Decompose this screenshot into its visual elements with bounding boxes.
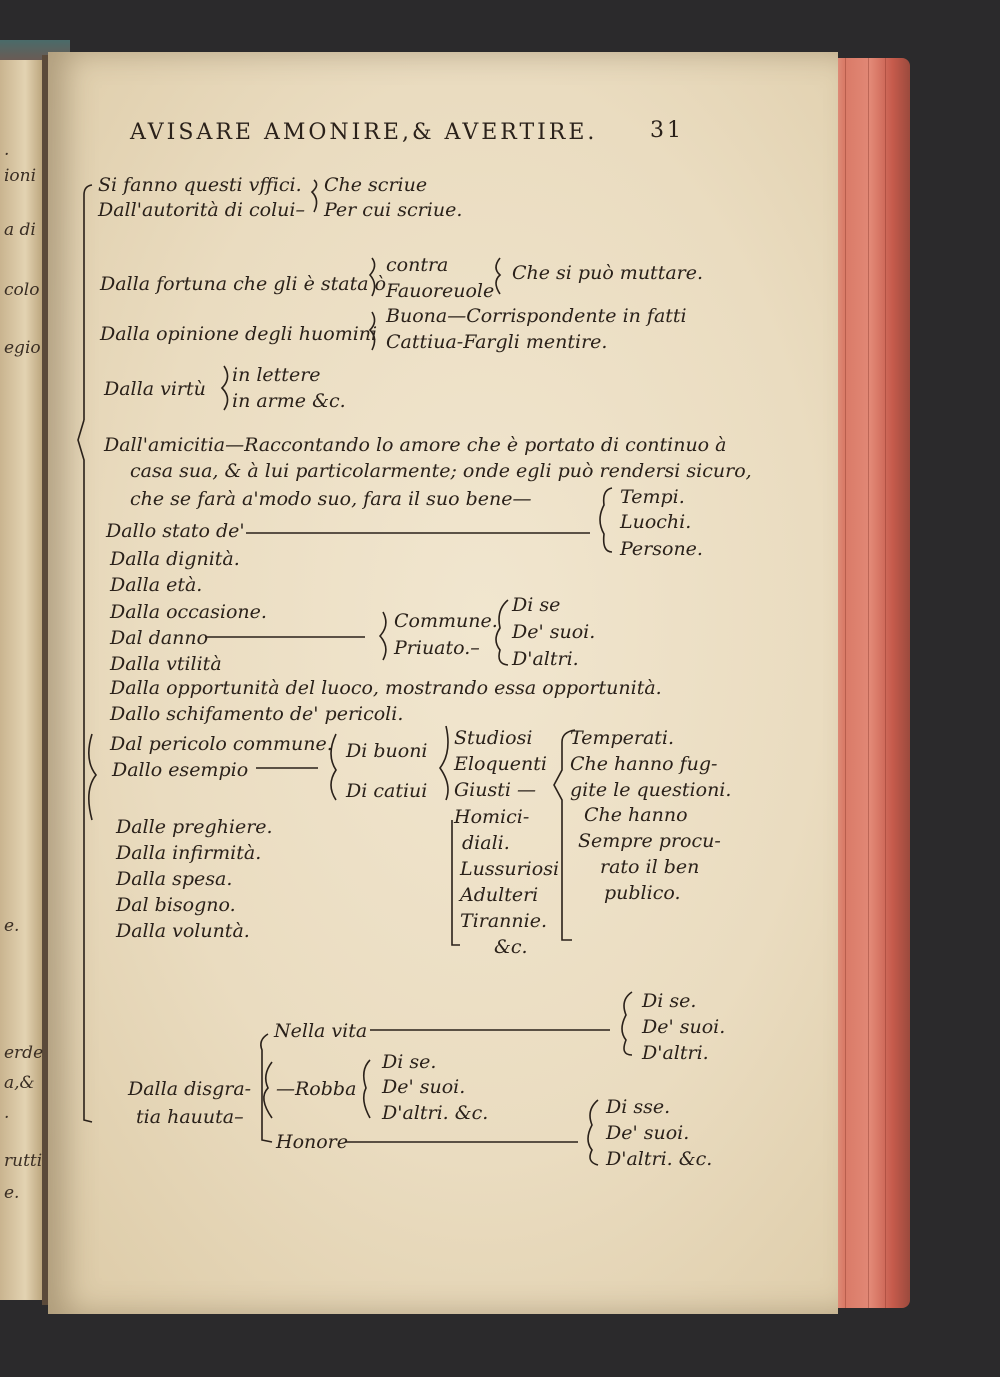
outline-line: Che scriue	[324, 174, 428, 196]
margin-fragment: e.	[4, 916, 20, 936]
outline-line: in arme &c.	[232, 390, 346, 412]
margin-fragment: .	[4, 1103, 10, 1123]
outline-line: Tempi.	[620, 486, 685, 508]
outline-line: Di se	[512, 594, 561, 616]
outline-line: Priuato.–	[394, 637, 480, 659]
outline-line: Fauoreuole	[386, 280, 495, 302]
outline-line: Dalla infirmità.	[116, 842, 262, 864]
margin-fragment: erde	[4, 1043, 44, 1063]
outline-line: Commune.	[394, 610, 498, 632]
margin-fragment: e.	[4, 1183, 20, 1203]
margin-fragment: rutti	[4, 1151, 43, 1171]
outline-line: Dallo stato de'	[106, 520, 245, 542]
outline-line: De' suoi.	[382, 1076, 466, 1098]
outline-line: gite le questioni.	[570, 779, 732, 801]
outline-line: &c.	[494, 936, 528, 958]
outline-line: Dal pericolo commune.	[110, 733, 333, 755]
outline-line: D'altri. &c.	[382, 1102, 489, 1124]
outline-line: Dallo schifamento de' pericoli.	[110, 703, 404, 725]
outline-line: Studiosi	[454, 727, 533, 749]
margin-fragment: egio	[4, 338, 41, 358]
outline-line: De' suoi.	[512, 621, 596, 643]
outline-line: tia hauuta–	[136, 1106, 244, 1128]
page-edge-line	[885, 58, 886, 1308]
outline-line: casa sua, & à lui particolarmente; onde egli può rendersi sicuro,	[130, 460, 752, 482]
running-title: AVISARE AMONIRE,& AVERTIRE.	[130, 120, 598, 145]
outline-line: Eloquenti	[454, 753, 547, 775]
outline-line: De' suoi.	[606, 1122, 690, 1144]
margin-fragment: a di	[4, 220, 36, 240]
outline-line: Honore	[276, 1131, 349, 1153]
outline-line: Luochi.	[620, 511, 692, 533]
outline-line: che se farà a'modo suo, fara il suo bene—	[130, 488, 532, 510]
outline-line: Lussuriosi	[460, 858, 560, 880]
outline-line: Cattiua-Fargli mentire.	[386, 331, 608, 353]
outline-line: Di se.	[382, 1051, 437, 1073]
outline-line: Di buoni	[346, 740, 428, 762]
outline-line: Buona—Corrispondente in fatti	[386, 305, 687, 327]
outline-line: Giusti —	[454, 779, 536, 801]
outline-line: Temperati.	[570, 727, 675, 749]
outline-line: Dalla dignità.	[110, 548, 240, 570]
outline-line: Nella vita	[274, 1020, 368, 1042]
outline-line: rato il ben	[600, 856, 700, 878]
outline-line: in lettere	[232, 364, 321, 386]
outline-line: Dalla età.	[110, 574, 203, 596]
outline-line: D'altri.	[512, 648, 579, 670]
outline-line: Dalla opportunità del luoco, mostrando essa opportunità.	[110, 677, 662, 699]
outline-line: Homici-	[454, 806, 530, 828]
outline-line: Che hanno	[584, 804, 688, 826]
outline-line: Che si può muttare.	[512, 262, 704, 284]
outline-line: Dal danno	[110, 627, 209, 649]
margin-fragment: .	[4, 140, 10, 160]
outline-line: Dalla occasione.	[110, 601, 267, 623]
outline-line: Dal bisogno.	[116, 894, 236, 916]
outline-line: Si fanno questi vffici.	[98, 174, 302, 196]
outline-line: Di sse.	[606, 1096, 671, 1118]
outline-line: Di catiui	[346, 780, 428, 802]
outline-line: Dall'autorità di colui–	[98, 199, 305, 221]
margin-fragment: ioni	[4, 166, 37, 186]
outline-line: Adulteri	[460, 884, 539, 906]
outline-line: Dalla fortuna che gli è stata ò	[100, 273, 387, 295]
outline-line: Dalla virtù	[104, 378, 206, 400]
margin-fragment: colo	[4, 280, 40, 300]
outline-line: Che hanno fug-	[570, 753, 718, 775]
outline-line: D'altri. &c.	[606, 1148, 713, 1170]
outline-line: Dallo esempio	[112, 759, 249, 781]
page-edge-line	[868, 58, 869, 1308]
outline-line: De' suoi.	[642, 1016, 726, 1038]
outline-line: Tirannie.	[460, 910, 547, 932]
outline-line: Dalle preghiere.	[116, 816, 273, 838]
outline-line: Dalla vtilità	[110, 653, 222, 675]
outline-line: Dalla opinione degli huomini	[100, 323, 378, 345]
outline-line: Persone.	[620, 538, 703, 560]
margin-fragment: a,&	[4, 1073, 35, 1093]
page-edge-line	[845, 58, 846, 1308]
outline-line: Di se.	[642, 990, 697, 1012]
outline-line: Dalla spesa.	[116, 868, 233, 890]
outline-line: D'altri.	[642, 1042, 709, 1064]
page-number: 31	[650, 118, 684, 143]
outline-line: diali.	[462, 832, 510, 854]
outline-line: Per cui scriue.	[324, 199, 463, 221]
outline-line: publico.	[604, 882, 681, 904]
outline-line: Dalla voluntà.	[116, 920, 250, 942]
outline-line: —Robba	[276, 1078, 357, 1100]
outline-line: Sempre procu-	[578, 830, 721, 852]
outline-line: contra	[386, 254, 449, 276]
outline-line: Dall'amicitia—Raccontando lo amore che è portato di continuo à	[104, 434, 727, 456]
outline-line: Dalla disgra-	[128, 1078, 252, 1100]
